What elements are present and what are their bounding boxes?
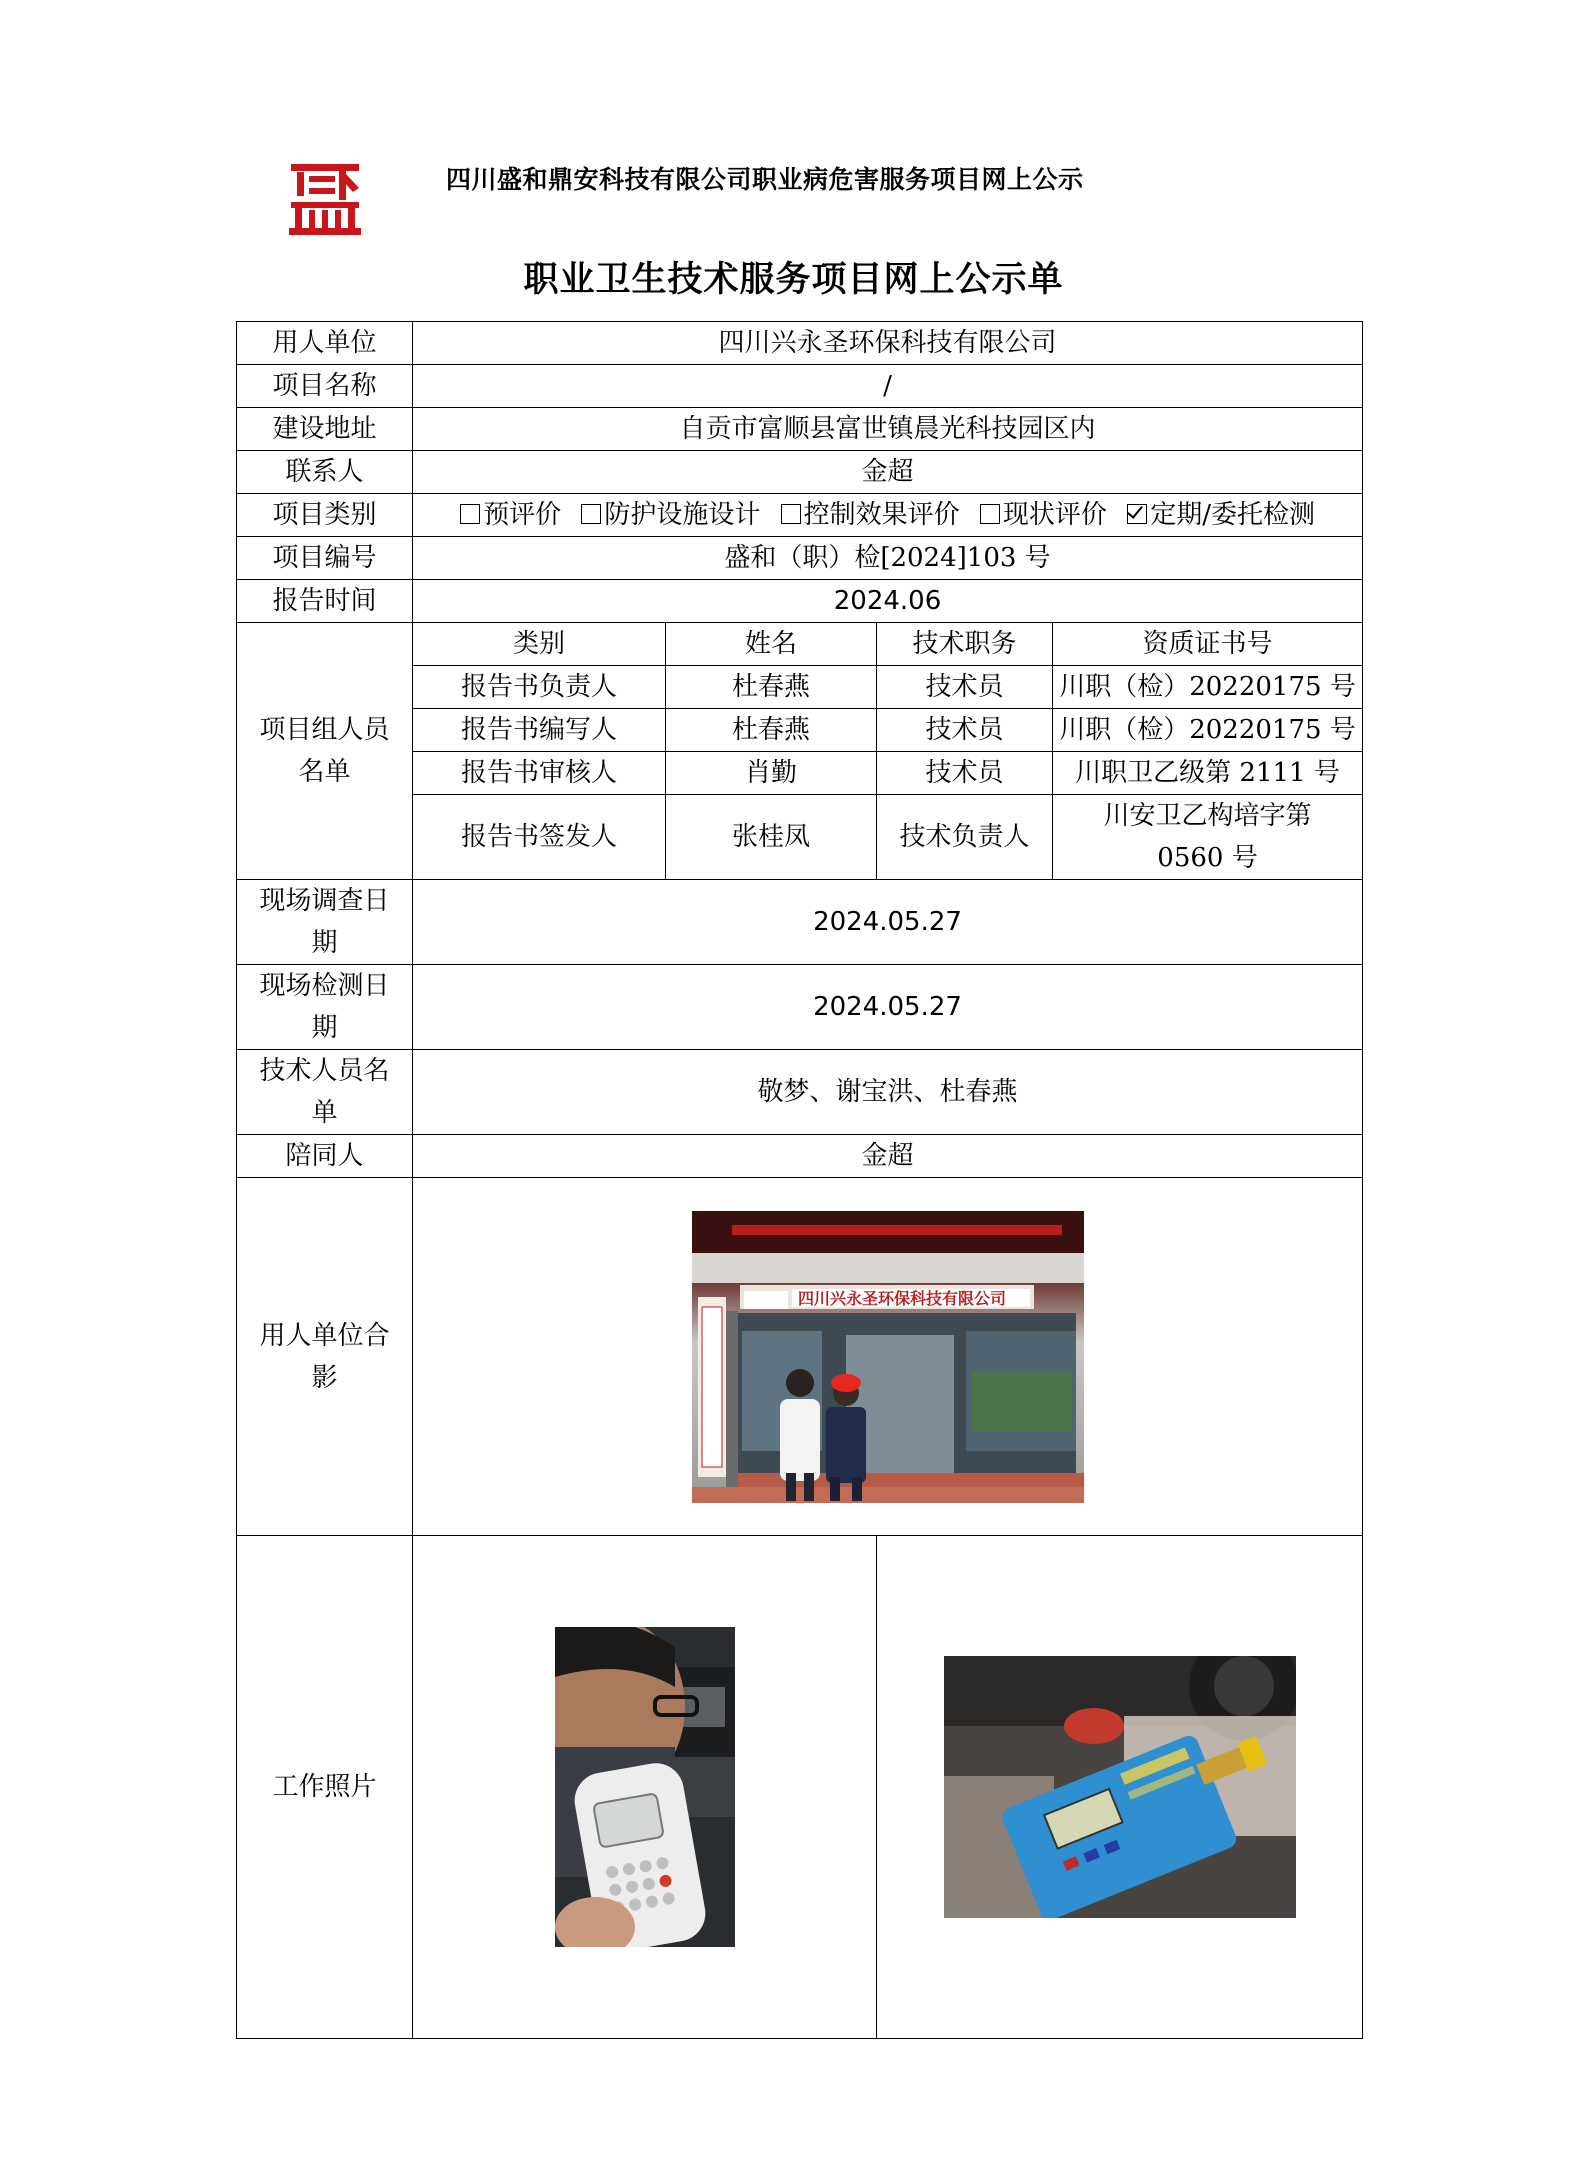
row-contact: [237, 451, 1363, 494]
checkbox-icon: [781, 504, 801, 524]
contact-value: 金超: [413, 451, 1363, 494]
group-photo-label-line: 影: [311, 1362, 338, 1393]
employer-label: 用人单位: [237, 322, 413, 365]
category-option: [460, 494, 561, 536]
test-date-label-line: 期: [311, 1013, 338, 1043]
accompany-value: 金超: [413, 1135, 1363, 1178]
category-option: [1127, 494, 1315, 536]
company-logo: [287, 158, 363, 236]
team-cert-no: 川职卫乙级第 2111 号: [1053, 752, 1363, 795]
team-cert-line: 0560 号: [1157, 843, 1258, 873]
disclosure-form-table: [236, 321, 1363, 2039]
category-option: [581, 494, 760, 536]
work-photo-dust-sampler: [944, 1656, 1296, 1918]
team-header-row: [237, 623, 1363, 666]
project-no-label: 项目编号: [237, 537, 413, 580]
survey-date-label-line: 现场调查日: [259, 886, 390, 916]
row-survey-date: [237, 880, 1363, 965]
team-header-name: 姓名: [666, 623, 877, 666]
team-label-line: 名单: [298, 757, 351, 787]
row-project-no: [237, 537, 1363, 580]
group-photo-label-line: 用人单位合: [259, 1320, 390, 1351]
team-role: 报告书审核人: [413, 752, 666, 795]
row-group-photo: [237, 1178, 1363, 1536]
team-position: 技术员: [877, 709, 1053, 752]
report-time-label: 报告时间: [237, 580, 413, 623]
team-person: 张桂凤: [666, 795, 877, 880]
row-report-time: [237, 580, 1363, 623]
category-option-label: 控制效果评价: [803, 500, 960, 530]
tech-staff-label-line: 技术人员名: [259, 1056, 390, 1086]
row-work-photos: [237, 1536, 1363, 2039]
document-title: 职业卫生技术服务项目网上公示单: [523, 259, 1064, 300]
team-cert-line: 川安卫乙构培字第: [1103, 801, 1312, 831]
accompany-label: 陪同人: [237, 1135, 413, 1178]
tech-staff-label-line: 单: [311, 1098, 338, 1128]
team-role: 报告书编写人: [413, 709, 666, 752]
work-photo-cell-right: [877, 1536, 1363, 2039]
team-header-category: 类别: [413, 623, 666, 666]
category-option: [980, 494, 1107, 536]
team-header-cert: 资质证书号: [1053, 623, 1363, 666]
category-option-label: 现状评价: [1002, 500, 1107, 530]
team-person: 肖勤: [666, 752, 877, 795]
team-header-title: 技术职务: [877, 623, 1053, 666]
project-no-value: 盛和（职）检[2024]103 号: [413, 537, 1363, 580]
team-label-line: 项目组人员: [259, 715, 390, 745]
category-option: [781, 494, 960, 536]
tech-staff-value: 敬梦、谢宝洪、杜春燕: [413, 1050, 1363, 1135]
category-option-label: 防护设施设计: [604, 500, 761, 530]
address-label: 建设地址: [237, 408, 413, 451]
address-value: 自贡市富顺县富世镇晨光科技园区内: [413, 408, 1363, 451]
checked-checkbox-icon: [1127, 504, 1147, 524]
tech-staff-label: [237, 1050, 413, 1135]
team-person: 杜春燕: [666, 709, 877, 752]
company-notice: 四川盛和鼎安科技有限公司职业病危害服务项目网上公示: [446, 165, 1084, 194]
team-position: 技术员: [877, 752, 1053, 795]
team-position: 技术员: [877, 666, 1053, 709]
project-name-value: /: [413, 365, 1363, 408]
row-address: [237, 408, 1363, 451]
checkbox-icon: [460, 504, 480, 524]
team-role: 报告书负责人: [413, 666, 666, 709]
category-option-label: 定期/委托检测: [1150, 500, 1315, 530]
row-project-name: [237, 365, 1363, 408]
team-label: [237, 623, 413, 880]
group-sign-text: 四川兴永圣环保科技有限公司: [797, 1288, 1006, 1308]
test-date-label: [237, 965, 413, 1050]
row-accompany: [237, 1135, 1363, 1178]
test-date-value: 2024.05.27: [413, 965, 1363, 1050]
team-person: 杜春燕: [666, 666, 877, 709]
test-date-label-line: 现场检测日: [259, 971, 390, 1001]
category-option-label: 预评价: [483, 500, 562, 530]
team-cert-no: 川职（检）20220175 号: [1053, 709, 1363, 752]
employer-value: 四川兴永圣环保科技有限公司: [413, 322, 1363, 365]
team-position: 技术负责人: [877, 795, 1053, 880]
row-employer: [237, 322, 1363, 365]
group-photo-label: [237, 1178, 413, 1536]
row-test-date: [237, 965, 1363, 1050]
project-name-label: 项目名称: [237, 365, 413, 408]
checkbox-icon: [581, 504, 601, 524]
work-photo-sound-meter: [555, 1627, 735, 1947]
contact-label: 联系人: [237, 451, 413, 494]
team-cert-no: [1053, 795, 1363, 880]
report-time-value: 2024.06: [413, 580, 1363, 623]
survey-date-label-line: 期: [311, 928, 338, 958]
group-photo: [692, 1211, 1084, 1503]
category-options: [413, 494, 1363, 537]
checkbox-icon: [980, 504, 1000, 524]
category-label: 项目类别: [237, 494, 413, 537]
work-photo-cell-left: [413, 1536, 877, 2039]
row-tech-staff: [237, 1050, 1363, 1135]
work-photo-label: 工作照片: [237, 1536, 413, 2039]
survey-date-label: [237, 880, 413, 965]
survey-date-value: 2024.05.27: [413, 880, 1363, 965]
row-category: [237, 494, 1363, 537]
team-cert-no: 川职（检）20220175 号: [1053, 666, 1363, 709]
group-photo-cell: [413, 1178, 1363, 1536]
team-role: 报告书签发人: [413, 795, 666, 880]
